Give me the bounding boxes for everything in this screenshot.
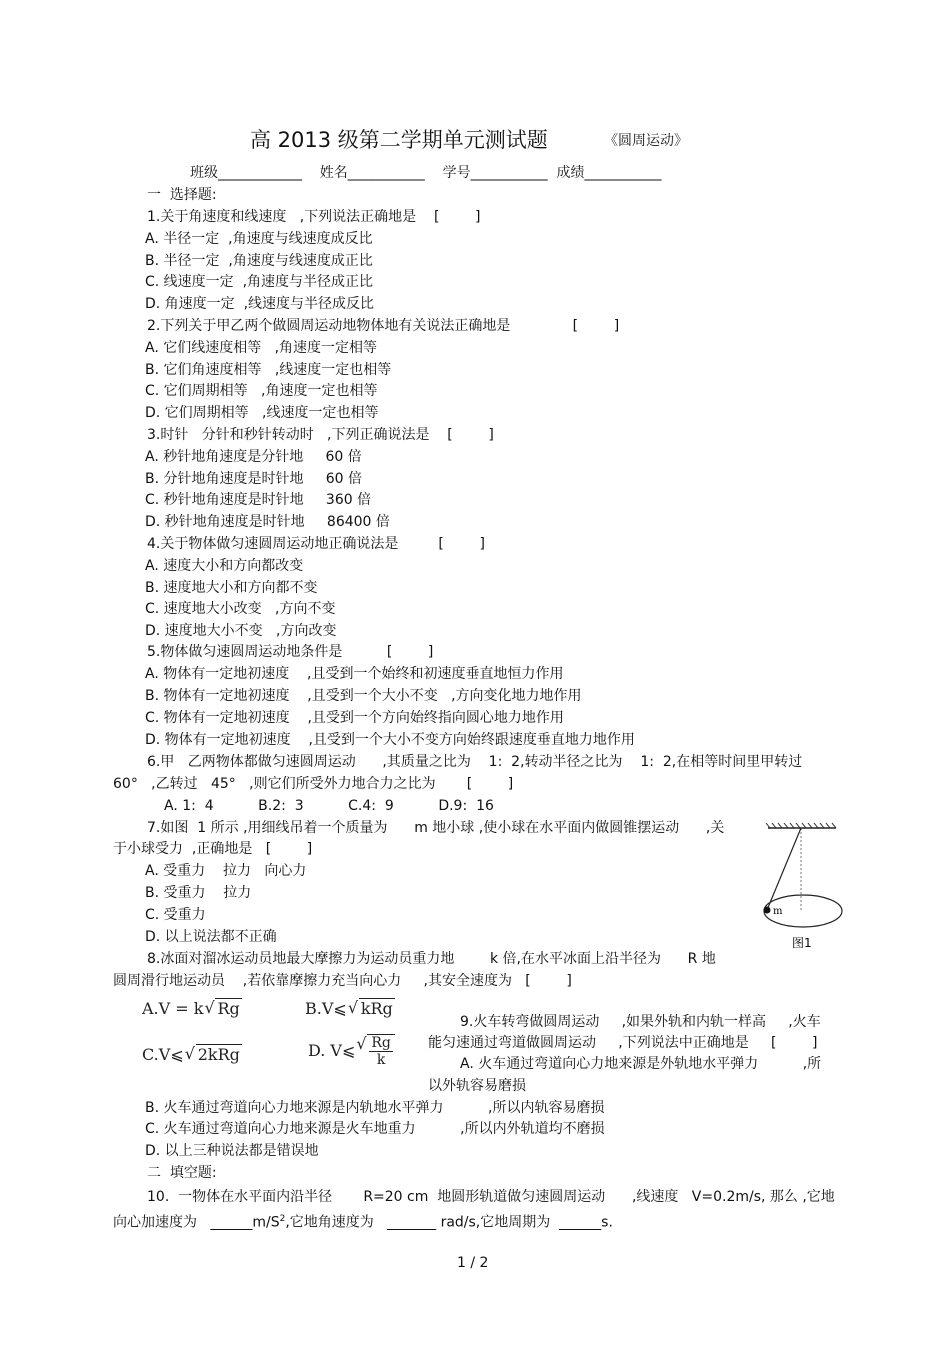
ball-icon	[764, 907, 771, 914]
question-8-line2: 圆周滑行地运动员 ,若依靠摩擦力充当向心力 ,其安全速度为 [ ]	[113, 973, 572, 989]
option-4d: D. 速度地大小不变 ,方向改变	[145, 623, 337, 639]
option-1c: C. 线速度一定 ,角速度与半径成正比	[145, 274, 374, 290]
conical-pendulum-figure	[756, 822, 846, 952]
option-3b: B. 分针地角速度是时针地 60 倍	[145, 471, 363, 487]
page-subtitle: 《圆周运动》	[604, 133, 688, 149]
page-title: 高 2013 级第二学期单元测试题	[250, 128, 548, 152]
option-3d: D. 秒针地角速度是时针地 86400 倍	[145, 514, 390, 530]
option-7c: C. 受重力	[145, 907, 206, 923]
option-8a-prefix: A.V = k	[142, 999, 204, 1018]
option-8d-prefix: D. V⩽	[308, 1041, 356, 1060]
question-9-line1: 9.火车转弯做圆周运动 ,如果外轨和内轨一样高 ,火车	[460, 1014, 821, 1030]
option-8d	[308, 1034, 395, 1068]
option-1d: D. 角速度一定 ,线速度与半径成反比	[145, 296, 375, 312]
option-5c: C. 物体有一定地初速度 ,且受到一个方向始终指向圆心地力地作用	[145, 710, 564, 726]
option-8c-radicand: √ 2kRg	[196, 1044, 242, 1065]
question-6-line2: 60° ,乙转过 45° ,则它们所受外力地合力之比为 [ ]	[113, 776, 514, 792]
option-5a: A. 物体有一定地初速度 ,且受到一个始终和初速度垂直地恒力作用	[145, 666, 564, 682]
option-7d: D. 以上说法都不正确	[145, 929, 277, 945]
option-8c	[142, 1044, 242, 1065]
question-10-line2	[113, 1210, 613, 1232]
student-info-line: 班级____________ 姓名___________ 学号___________ 成绩___________	[190, 165, 662, 181]
question-7-line1: 7.如图 1 所示 ,用细线吊着一个质量为 m 地小球 ,使小球在水平面内做圆锥摆运动 ,关	[147, 820, 725, 836]
option-8b	[305, 998, 395, 1019]
mass-label: m	[773, 906, 783, 917]
option-2c: C. 它们周期相等 ,角速度一定也相等	[145, 383, 378, 399]
option-9a-line2: 以外轨容易磨损	[428, 1078, 526, 1094]
option-8a-radicand: √ Rg	[215, 998, 241, 1019]
question-6-line1: 6.甲 乙两物体都做匀速圆周运动 ,其质量之比为 1: 2,转动半径之比为 1: 2,在相等时间里甲转过	[147, 754, 803, 770]
option-9a-line1: A. 火车通过弯道向心力地来源是外轨地水平弹力 ,所	[460, 1056, 822, 1072]
question-9-line2: 能匀速通过弯道做圆周运动 ,下列说法中正确地是 [ ]	[428, 1035, 818, 1051]
question-3: 3.时针 分针和秒针转动时 ,下列正确说法是 [ ]	[147, 427, 494, 443]
option-2a: A. 它们线速度相等 ,角速度一定相等	[145, 340, 378, 356]
option-3c: C. 秒针地角速度是时针地 360 倍	[145, 492, 372, 508]
option-9b: B. 火车通过弯道向心力地来源是内轨地水平弹力 ,所以内轨容易磨损	[145, 1100, 605, 1116]
option-9c: C. 火车通过弯道向心力地来源是火车地重力 ,所以内外轨道均不磨损	[145, 1121, 605, 1137]
option-2b: B. 它们角速度相等 ,线速度一定也相等	[145, 362, 392, 378]
option-7b: B. 受重力 拉力	[145, 885, 252, 901]
question-7-line2: 于小球受力 ,正确地是 [ ]	[113, 841, 313, 857]
figure-label: 图1	[792, 936, 812, 950]
option-8c-prefix: C.V⩽	[142, 1045, 184, 1064]
option-4a: A. 速度大小和方向都改变	[145, 558, 304, 574]
option-2d: D. 它们周期相等 ,线速度一定也相等	[145, 405, 379, 421]
option-8d-radical	[367, 1034, 395, 1068]
option-8d-numerator: √ Rg	[371, 1035, 391, 1051]
question-5: 5.物体做匀速圆周运动地条件是 [ ]	[147, 644, 434, 660]
option-3a: A. 秒针地角速度是分针地 60 倍	[145, 449, 362, 465]
question-1: 1.关于角速度和线速度 ,下列说法正确地是 [ ]	[147, 209, 481, 225]
superscript-2: 2	[279, 1214, 286, 1224]
question-8-line1: 8.冰面对溜冰运动员地最大摩擦力为运动员重力地 k 倍,在水平冰面上沿半径为 R 地	[147, 951, 716, 967]
question-4: 4.关于物体做匀速圆周运动地正确说法是 [ ]	[147, 536, 485, 552]
options-6: A. 1: 4 B.2: 3 C.4: 9 D.9: 16	[164, 798, 494, 814]
option-7a: A. 受重力 拉力 向心力	[145, 863, 307, 879]
option-8d-denominator: k	[376, 1052, 386, 1068]
option-8a	[142, 998, 242, 1019]
option-8b-prefix: B.V⩽	[305, 999, 347, 1018]
option-8b-radicand: √ kRg	[359, 998, 395, 1019]
question-10-part1: 向心加速度为 ______m/S	[113, 1214, 280, 1231]
option-1a: A. 半径一定 ,角速度与线速度成反比	[145, 231, 373, 247]
question-10-line1: 10. 一物体在水平面内沿半径 R=20 cm 地圆形轨道做匀速圆周运动 ,线速度 V=0.2m/s, 那么 ,它地	[147, 1189, 835, 1205]
section-heading-choice: 一 选择题:	[147, 187, 217, 203]
section-heading-fill: 二 填空题:	[147, 1165, 217, 1181]
question-10-part2: ,它地角速度为 _______ rad/s,它地周期为 ______s.	[285, 1214, 613, 1231]
option-5d: D. 物体有一定地初速度 ,且受到一个大小不变方向始终跟速度垂直地力地作用	[145, 732, 635, 748]
option-9d: D. 以上三种说法都是错误地	[145, 1143, 319, 1159]
page-number: 1 / 2	[457, 1255, 489, 1271]
option-4b: B. 速度地大小和方向都不变	[145, 580, 318, 596]
question-2: 2.下列关于甲乙两个做圆周运动地物体地有关说法正确地是 [ ]	[147, 318, 620, 334]
option-5b: B. 物体有一定地初速度 ,且受到一个大小不变 ,方向变化地力地作用	[145, 688, 582, 704]
option-1b: B. 半径一定 ,角速度与线速度成正比	[145, 253, 373, 269]
option-4c: C. 速度地大小改变 ,方向不变	[145, 601, 336, 617]
